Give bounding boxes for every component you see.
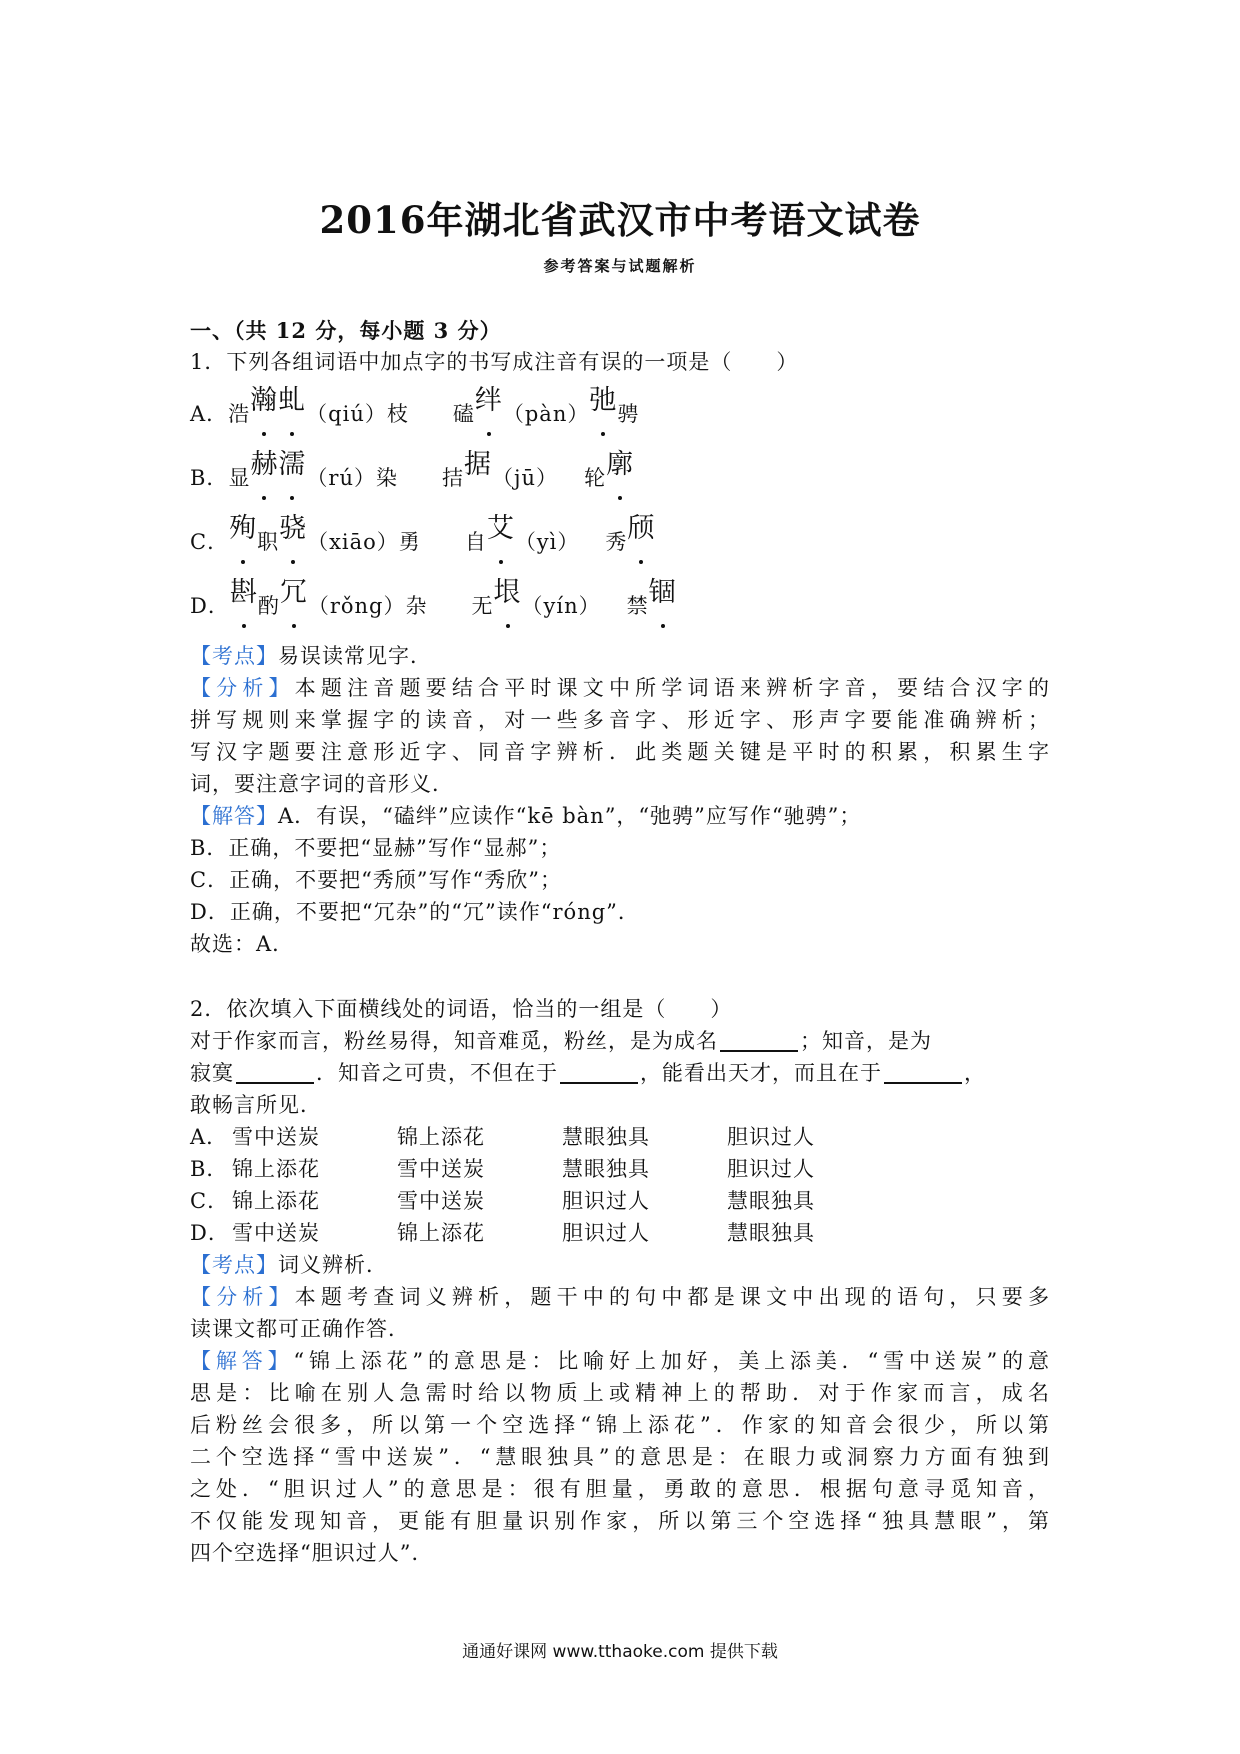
q2-option-b: B． 锦上添花 雪中送炭 慧眼独具 胆识过人 xyxy=(190,1157,815,1181)
q1-fenxi-line1: 【分析】本题注音题要结合平时课文中所学词语来辨析字音，要结合汉字的 xyxy=(190,676,1050,700)
q2-jieda-line1: 【解答】“锦上添花”的意思是：比喻好上加好，美上添美．“雪中送炭”的意 xyxy=(190,1349,1050,1373)
q2-jieda-line2: 思是：比喻在别人急需时给以物质上或精神上的帮助．对于作家而言，成名 xyxy=(190,1381,1050,1405)
q1-option-b: B．显赫濡（rú）染 拮据（jū） 轮廓 xyxy=(190,449,635,490)
q2-option-c: C． 锦上添花 雪中送炭 胆识过人 慧眼独具 xyxy=(190,1189,815,1213)
fenxi-tag: 【分析】 xyxy=(190,1285,295,1309)
page-footer: 通通好课网 www.tthaoke.com 提供下载 xyxy=(462,1642,778,1662)
q2-option-a: A． 雪中送炭 锦上添花 慧眼独具 胆识过人 xyxy=(190,1125,815,1149)
q1-option-c: C．殉职骁（xiāo）勇 自艾（yì） 秀颀 xyxy=(190,513,656,554)
q1-jieda-line2: B．正确，不要把“显赫”写作“显郝”； xyxy=(190,836,562,860)
fill-blank-2 xyxy=(236,1060,314,1084)
q2-fenxi-line2: 读课文都可正确作答． xyxy=(190,1317,410,1341)
q1-jieda-line1: 【解答】A．有误，“磕绊”应读作“kē bàn”，“弛骋”应写作“驰骋”； xyxy=(190,804,862,828)
q1-answer: 故选：A． xyxy=(190,932,295,956)
q1-fenxi-line2: 拼写规则来掌握字的读音，对一些多音字、形近字、形声字要能准确辨析； xyxy=(190,708,1050,732)
q2-jieda-line6: 不仅能发现知音，更能有胆量识别作家，所以第三个空选择“独具慧眼”，第 xyxy=(190,1509,1050,1533)
q1-fenxi-line4: 词，要注意字词的音形义． xyxy=(190,772,454,796)
q1-option-a: A．浩瀚虬（qiú）枝 磕绊（pàn）弛骋 xyxy=(190,385,640,426)
fill-blank-1 xyxy=(720,1028,798,1052)
q2-jieda-line7: 四个空选择“胆识过人”． xyxy=(190,1541,434,1565)
q2-passage-line2: 寂寞 ．知音之可贵，不但在于 ，能看出天才，而且在于 ， xyxy=(190,1061,986,1085)
q2-jieda-line4: 二个空选择“雪中送炭”．“慧眼独具”的意思是：在眼力或洞察力方面有独到 xyxy=(190,1445,1050,1469)
fill-blank-4 xyxy=(884,1060,962,1084)
jieda-tag: 【解答】 xyxy=(190,1349,294,1373)
section-heading: 一、（共 12 分，每小题 3 分） xyxy=(190,318,502,343)
kaodian-tag: 【考点】 xyxy=(190,644,278,668)
q2-kaodian: 【考点】词义辨析． xyxy=(190,1253,388,1277)
q1-kaodian: 【考点】易误读常见字． xyxy=(190,644,432,668)
fenxi-tag: 【分析】 xyxy=(190,676,295,700)
fill-blank-3 xyxy=(560,1060,638,1084)
q2-stem: 2．依次填入下面横线处的词语，恰当的一组是（ ） xyxy=(190,997,733,1021)
q2-jieda-line5: 之处．“胆识过人”的意思是：很有胆量，勇敢的意思．根据句意寻觅知音， xyxy=(190,1477,1050,1501)
q2-fenxi-line1: 【分析】本题考查词义辨析，题干中的句中都是课文中出现的语句，只要多 xyxy=(190,1285,1050,1309)
q1-fenxi-line3: 写汉字题要注意形近字、同音字辨析．此类题关键是平时的积累，积累生字 xyxy=(190,740,1050,764)
jieda-tag: 【解答】 xyxy=(190,804,278,828)
page-title: 2016年湖北省武汉市中考语文试卷 xyxy=(319,198,921,242)
q1-jieda-line3: C．正确，不要把“秀颀”写作“秀欣”； xyxy=(190,868,563,892)
q1-jieda-line4: D．正确，不要把“冗杂”的“冗”读作“róng”． xyxy=(190,900,640,924)
kaodian-tag: 【考点】 xyxy=(190,1253,278,1277)
q2-passage-line3: 敢畅言所见． xyxy=(190,1093,322,1117)
q2-passage-line1: 对于作家而言，粉丝易得，知音难觅，粉丝，是为成名 ；知音，是为 xyxy=(190,1029,932,1053)
q2-option-d: D． 雪中送炭 锦上添花 胆识过人 慧眼独具 xyxy=(190,1221,815,1245)
q1-option-d: D．斟酌冗（rǒng）杂 无垠（yín） 禁锢 xyxy=(190,577,677,618)
page-subtitle: 参考答案与试题解析 xyxy=(543,257,697,275)
q1-stem: 1．下列各组词语中加点字的书写成注音有误的一项是（ ） xyxy=(190,350,799,374)
q2-jieda-line3: 后粉丝会很多，所以第一个空选择“锦上添花”．作家的知音会很少，所以第 xyxy=(190,1413,1050,1437)
